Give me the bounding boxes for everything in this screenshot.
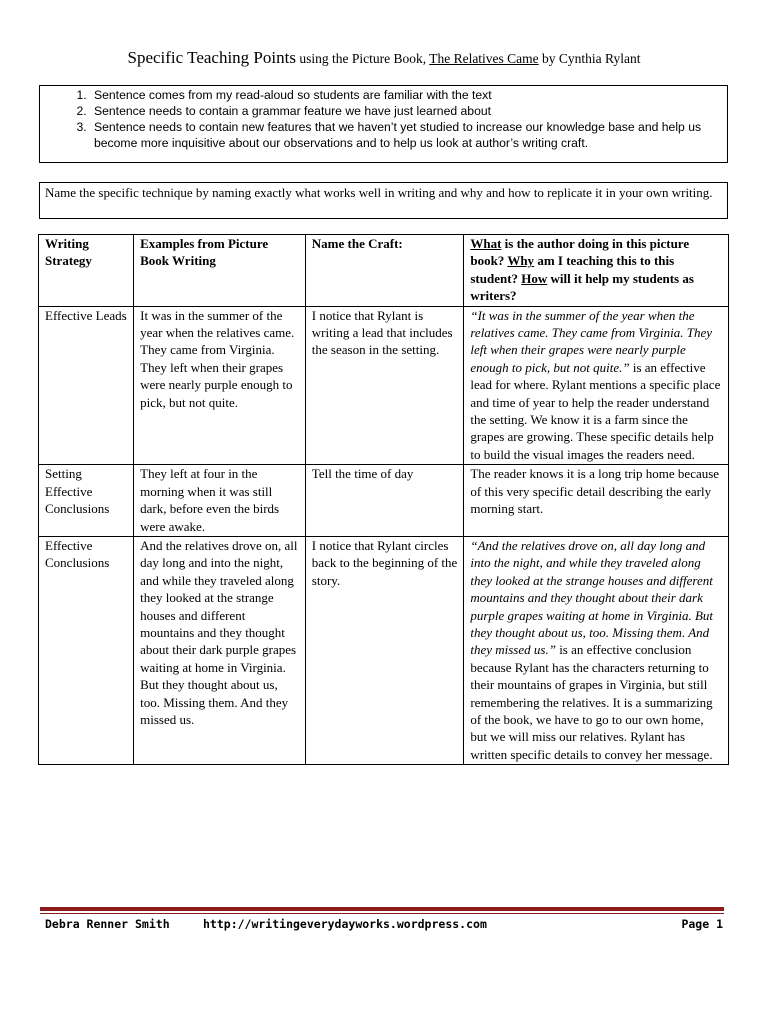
title-using: using the Picture Book, [295, 51, 430, 66]
cell-explanation [464, 536, 729, 764]
criteria-item: 3. Sentence needs to contain new features that we haven’t yet studied to increase our knowledge base and help us become more inquisitive about our observations and to help us look at author’s writing craft. [90, 119, 721, 151]
header-why-rest: am I teaching this to this student? [470, 253, 675, 286]
footer-rule-thin [40, 913, 724, 914]
cell-example: They left at four in the morning when it was still dark, before even the birds were awake. [134, 465, 306, 537]
cell-explanation [464, 306, 729, 465]
header-craft: Name the Craft: [305, 235, 464, 307]
header-why: Why [507, 253, 535, 269]
footer-rule [40, 907, 724, 911]
explanation-text: The reader knows it is a long trip home because of this very specific detail describing the early morning start. [470, 466, 720, 517]
criteria-list [46, 87, 721, 151]
header-how: How [521, 270, 548, 286]
instruction-box: Name the specific technique by naming exactly what works well in writing and why and how to replicate it in your own writing. [39, 182, 728, 219]
header-what-rest: is the author doing in this picture book? [470, 236, 690, 269]
footer-url: http://writingeverydayworks.wordpress.com [203, 917, 487, 931]
cell-explanation [464, 465, 729, 537]
header-what: What [470, 236, 502, 251]
cell-craft: Tell the time of day [305, 465, 464, 537]
footer-author: Debra Renner Smith [45, 917, 170, 931]
cell-strategy: Setting Effective Conclusions [39, 465, 134, 537]
cell-strategy: Effective Conclusions [39, 536, 134, 764]
criteria-item: 1. Sentence comes from my read-aloud so students are familiar with the text [90, 87, 721, 103]
table-header-row [39, 235, 729, 307]
cell-strategy: Effective Leads [39, 306, 134, 465]
cell-example: And the relatives drove on, all day long and into the night, and while they traveled along they looked at the strange houses and different mountains and they thought about their dark purple grapes waiting at home in Virginia. But they thought about us, too. Missing them. And they missed us. [134, 536, 306, 764]
title-lead: Specific Teaching Points [127, 48, 296, 67]
book-title: The Relatives Came [429, 51, 539, 66]
header-how-rest: will it help my students as writers? [470, 270, 694, 304]
page-title [0, 49, 768, 68]
teaching-points-table [38, 234, 729, 765]
cell-example: It was in the summer of the year when the relatives came. They came from Virginia. They left when their grapes were nearly purple enough to pick, but not quite. [134, 306, 306, 465]
cell-craft: I notice that Rylant is writing a lead that includes the season in the setting. [305, 306, 464, 465]
page-footer [40, 917, 724, 935]
explanation-text: is an effective conclusion because Rylant has the characters returning to their mountains of grapes in Virginia, but still remembering the relatives. It is a summarizing of the book, we have to go to our own home, but we will miss our relatives. Rylant has written specific details to convey her message. [470, 642, 713, 762]
cell-craft: I notice that Rylant circles back to the beginning of the story. [305, 536, 464, 764]
criteria-item: 2. Sentence needs to contain a grammar feature we have just learned about [90, 103, 721, 119]
criteria-box [39, 85, 728, 163]
explanation-text: is an effective lead for where. Rylant mentions a specific place and time of year to help the reader understand the setting. We know it is a farm since the grapes are growing. These specific details help to build the visual images the readers need. [470, 359, 721, 462]
header-examples: Examples from Picture Book Writing [134, 235, 306, 307]
quote-text: “And the relatives drove on, all day long and into the night, and while they traveled along they looked at the strange houses and different mountains and they thought about their dark purple grapes waiting at home in Virginia. But they thought about us, too. Missing them. And they missed us.” [470, 537, 714, 658]
header-purpose [464, 235, 729, 307]
title-by: by Cynthia Rylant [538, 51, 641, 66]
table-row [39, 536, 729, 764]
quote-text: “It was in the summer of the year when the relatives came. They came from Virginia. They left when their grapes were nearly purple enough to pick, but not quite.” [470, 307, 712, 375]
table-row [39, 465, 729, 537]
footer-page-number: Page 1 [681, 917, 723, 931]
table-row [39, 306, 729, 465]
header-strategy: Writing Strategy [39, 235, 134, 307]
